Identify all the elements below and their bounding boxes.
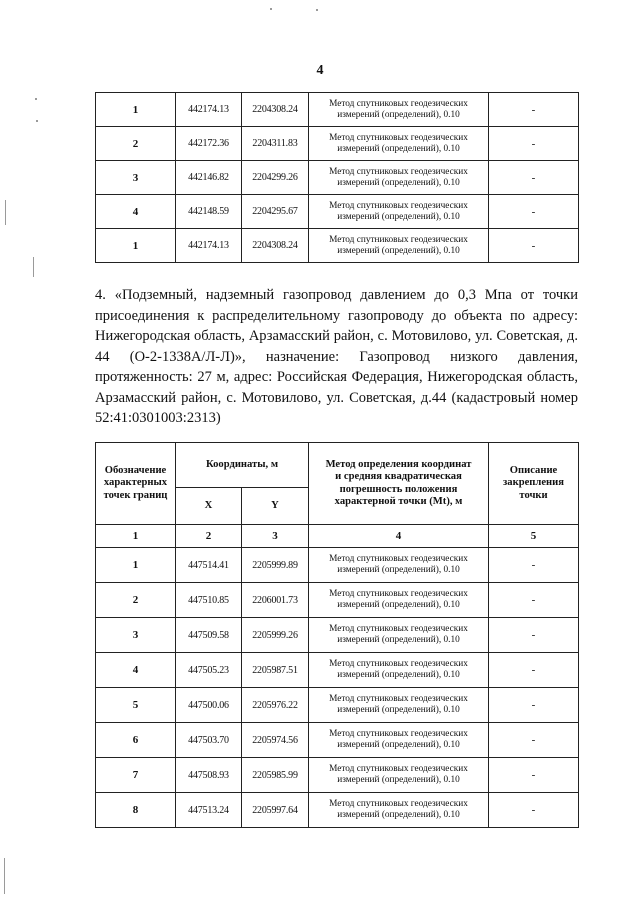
method-cell [309, 93, 489, 127]
column-index: 4 [309, 525, 489, 548]
description-cell: - [489, 758, 579, 793]
coordinate-y: 2204311.83 [242, 127, 309, 161]
column-index: 3 [242, 525, 309, 548]
scan-mark [270, 8, 272, 10]
coordinate-y: 2205985.99 [242, 758, 309, 793]
description-cell: - [489, 195, 579, 229]
method-text: Метод спутниковых геодезических [329, 132, 468, 143]
table-row [96, 548, 579, 583]
coordinate-y: 2205976.22 [242, 688, 309, 723]
coordinate-y: 2204308.24 [242, 229, 309, 263]
point-number: 6 [96, 723, 176, 758]
description-cell: - [489, 161, 579, 195]
point-number: 4 [96, 653, 176, 688]
coordinate-x: 442146.82 [176, 161, 242, 195]
coordinate-x: 447514.41 [176, 548, 242, 583]
method-text: Метод спутниковых геодезических [329, 624, 468, 634]
coordinate-x: 447513.24 [176, 793, 242, 828]
table-row [96, 793, 579, 828]
description-cell: - [489, 548, 579, 583]
table-row [96, 93, 579, 127]
column-index: 2 [176, 525, 242, 548]
header-line: точек границ [103, 489, 168, 501]
coordinate-y: 2205999.89 [242, 548, 309, 583]
method-cell [309, 653, 489, 688]
method-text: Метод спутниковых геодезических [329, 799, 468, 809]
table-row [96, 161, 579, 195]
description-cell: - [489, 229, 579, 263]
coordinate-x: 447500.06 [176, 688, 242, 723]
method-text: измерений (определений), 0.10 [337, 635, 460, 645]
method-text: измерений (определений), 0.10 [337, 600, 460, 610]
table-row [96, 195, 579, 229]
header-designation [96, 443, 176, 525]
method-cell [309, 127, 489, 161]
coordinate-x: 442172.36 [176, 127, 242, 161]
method-cell [309, 161, 489, 195]
coordinate-y: 2205974.56 [242, 723, 309, 758]
header-y: Y [242, 488, 309, 525]
coordinate-x: 442174.13 [176, 93, 242, 127]
coordinates-table-continued [95, 92, 579, 263]
method-text: измерений (определений), 0.10 [337, 775, 460, 785]
table-row [96, 618, 579, 653]
method-cell [309, 195, 489, 229]
table-row [96, 688, 579, 723]
header-coordinates: Координаты, м [176, 443, 309, 488]
method-text: измерений (определений), 0.10 [337, 143, 460, 154]
method-text: Метод спутниковых геодезических [329, 98, 468, 109]
header-line: и средняя квадратическая [335, 471, 462, 482]
method-cell [309, 583, 489, 618]
method-text: измерений (определений), 0.10 [337, 109, 460, 120]
coordinate-y: 2205997.64 [242, 793, 309, 828]
point-number: 1 [96, 548, 176, 583]
header-line: точки [519, 489, 548, 501]
point-number: 5 [96, 688, 176, 723]
header-method [309, 443, 489, 525]
header-line: погрешность положения [339, 483, 458, 495]
method-text: измерений (определений), 0.10 [337, 670, 460, 680]
method-text: Метод спутниковых геодезических [329, 764, 468, 774]
coordinate-y: 2206001.73 [242, 583, 309, 618]
table-row [96, 653, 579, 688]
header-description [489, 443, 579, 525]
point-number: 4 [96, 195, 176, 229]
coordinate-x: 447509.58 [176, 618, 242, 653]
method-text: Метод спутниковых геодезических [329, 200, 468, 211]
method-text: Метод спутниковых геодезических [329, 589, 468, 599]
column-index: 5 [489, 525, 579, 548]
table-row [96, 758, 579, 793]
page-number: 4 [316, 63, 324, 78]
point-number: 2 [96, 127, 176, 161]
scan-mark [4, 858, 5, 894]
method-text: Метод спутниковых геодезических [329, 166, 468, 177]
column-index: 1 [96, 525, 176, 548]
scan-mark [316, 9, 318, 11]
coordinate-y: 2205987.51 [242, 653, 309, 688]
description-cell: - [489, 653, 579, 688]
point-number: 3 [96, 161, 176, 195]
scan-mark [35, 98, 37, 100]
point-number: 8 [96, 793, 176, 828]
description-cell: - [489, 723, 579, 758]
method-cell [309, 688, 489, 723]
point-number: 7 [96, 758, 176, 793]
coordinate-y: 2204295.67 [242, 195, 309, 229]
coordinate-y: 2205999.26 [242, 618, 309, 653]
method-cell [309, 229, 489, 263]
method-text: Метод спутниковых геодезических [329, 234, 468, 245]
point-number: 1 [96, 229, 176, 263]
method-text: измерений (определений), 0.10 [337, 211, 460, 222]
coordinate-x: 442148.59 [176, 195, 242, 229]
table-row [96, 723, 579, 758]
coordinate-y: 2204308.24 [242, 93, 309, 127]
method-cell [309, 548, 489, 583]
coordinate-x: 447508.93 [176, 758, 242, 793]
header-line: характерных [103, 477, 168, 489]
scan-mark [33, 257, 34, 277]
description-cell: - [489, 793, 579, 828]
header-line: характерной точки (Mt), м [334, 496, 463, 507]
method-cell [309, 793, 489, 828]
scan-mark [36, 120, 38, 122]
method-text: Метод спутниковых геодезических [329, 694, 468, 704]
method-cell [309, 758, 489, 793]
method-text: измерений (определений), 0.10 [337, 740, 460, 750]
table-row [96, 583, 579, 618]
coordinate-x: 447505.23 [176, 653, 242, 688]
header-line: Обозначение [104, 464, 167, 476]
coordinate-y: 2204299.26 [242, 161, 309, 195]
scan-mark [5, 200, 6, 225]
coordinate-x: 447503.70 [176, 723, 242, 758]
description-cell: - [489, 93, 579, 127]
object-description-paragraph [95, 285, 578, 429]
method-text: Метод спутниковых геодезических [329, 554, 468, 564]
point-number: 2 [96, 583, 176, 618]
description-cell: - [489, 127, 579, 161]
method-text: Метод спутниковых геодезических [329, 729, 468, 739]
method-text: измерений (определений), 0.10 [337, 565, 460, 575]
table-row [96, 229, 579, 263]
description-cell: - [489, 618, 579, 653]
method-text: Метод спутниковых геодезических [329, 659, 468, 669]
coordinate-x: 447510.85 [176, 583, 242, 618]
method-text: измерений (определений), 0.10 [337, 245, 460, 256]
method-text: измерений (определений), 0.10 [337, 810, 460, 820]
description-cell: - [489, 583, 579, 618]
paragraph-text: 4. «Подземный, надземный газопровод давлением до 0,3 Мпа от точки присоединения к распределительному газопроводу до объекта по адресу: Нижегородская область, Арзамасский район, с. Мотовилово, ул. Советская, д. 44 (О-2-1338А/Л-Л)», назначение: Газопровод низкого давления, протяженность: 27 м, адрес: Российская Федерация, Нижегородская область, Арзамасский район, с. Мотовилово, ул. Советская, д.44 (кадастровый номер 52:41:0301003:2313) [95, 287, 578, 426]
method-text: измерений (определений), 0.10 [337, 705, 460, 715]
header-line: Метод определения координат [325, 458, 472, 470]
header-line: Описание [509, 464, 558, 476]
point-number: 3 [96, 618, 176, 653]
coordinate-x: 442174.13 [176, 229, 242, 263]
header-x: X [176, 488, 242, 525]
header-line: закрепления [503, 477, 564, 489]
point-number: 1 [96, 93, 176, 127]
coordinates-table [95, 442, 579, 828]
table-row [96, 127, 579, 161]
method-cell [309, 618, 489, 653]
description-cell: - [489, 688, 579, 723]
method-text: измерений (определений), 0.10 [337, 177, 460, 188]
method-cell [309, 723, 489, 758]
